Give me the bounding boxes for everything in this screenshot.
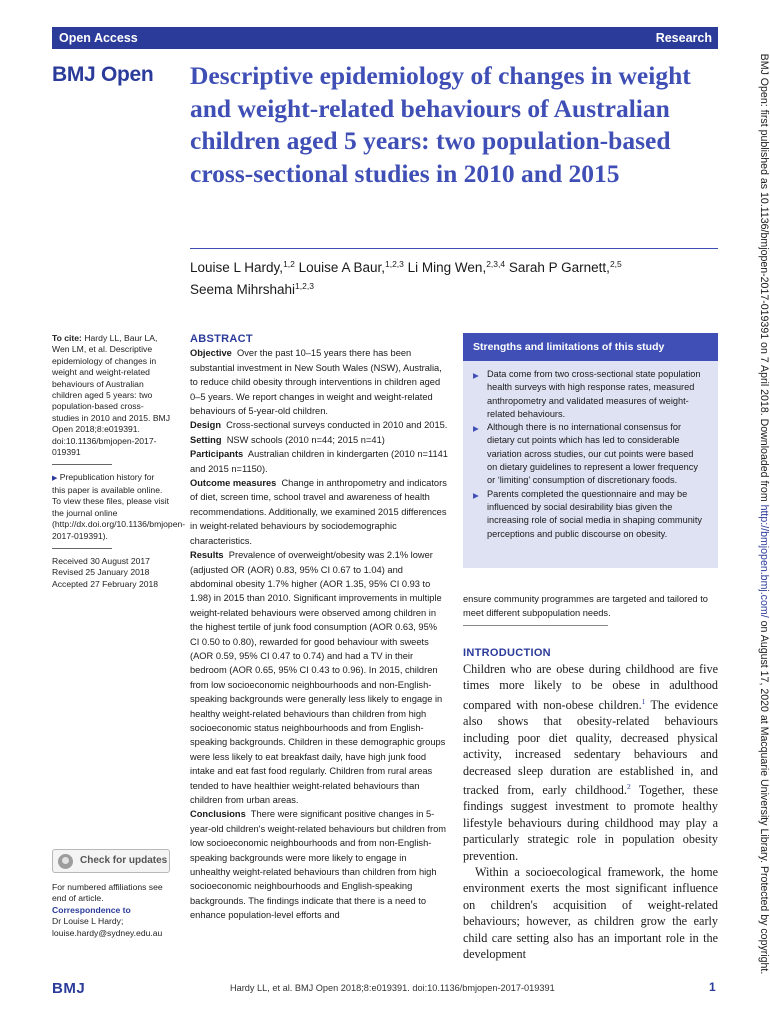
sidebar-divider	[52, 548, 112, 549]
reference-link[interactable]: 2	[626, 781, 631, 791]
check-for-updates-button[interactable]	[52, 849, 170, 873]
correspondence-email[interactable]: louise.hardy@sydney.edu.au	[52, 927, 163, 938]
cite-text: Hardy LL, Baur LA, Wen LM, et al. Descriptive epidemiology of changes in weight and weight-related behaviours of Australian children aged 5 years: two population-based cross-studies in 2010 and 2015. BMJ Open 2018;8:e019391. doi:10.1136/bmjopen-2017-019391	[52, 333, 171, 458]
strengths-limitations-box	[463, 333, 718, 568]
affiliations-note: For numbered affiliations see end of article.	[52, 882, 163, 904]
section-label: Research	[655, 31, 712, 45]
title-divider	[190, 248, 718, 249]
download-link[interactable]: http://bmjopen.bmj.com/	[758, 504, 770, 618]
intro-text: Children who are obese during childhood are five times more likely to be obese in adulthood compared with non-obese children.	[463, 662, 718, 712]
abstract-heading: ABSTRACT	[190, 333, 253, 345]
article-title: Descriptive epidemiology of changes in weight and weight-related behaviours of Australian children aged 5 years: two population-based cross-sectional studies in 2010 and 2015	[190, 61, 691, 188]
side-notice	[748, 24, 770, 1004]
check-for-updates-label: Check for updates	[80, 855, 168, 866]
cite-label: To cite:	[52, 333, 82, 343]
open-access-label: Open Access	[59, 31, 138, 45]
list-item: ▶ Parents completed the questionnaire and may be influenced by social desirability bias given the increasing role of social media in shaping community perceptions and public discourse on obesity.	[473, 488, 704, 541]
outcome-label: Outcome measures	[190, 478, 277, 489]
correspondence-heading: Correspondence to	[52, 904, 131, 915]
list-item: ▶ Data come from two cross-sectional state population health surveys with high response rates, measured anthropometry and validated measures of weight-related behaviours.	[473, 368, 704, 421]
author-affiliation: 2,3,4	[486, 259, 506, 269]
prepub-block	[52, 472, 186, 541]
author-affiliation: 2,5	[609, 259, 622, 269]
intro-text: Together, these findings suggest investment to promote healthy lifestyle behaviours during childhood may play a particularly strategic role in population obesity prevention.	[463, 782, 718, 863]
sidebar-divider	[52, 464, 112, 465]
citation-block	[52, 333, 170, 458]
author-affiliation: 1,2	[283, 259, 295, 269]
participants-text: Australian children in kindergarten (2010 n=1141 and 2015 n=1150).	[190, 449, 448, 474]
author-name: Sarah P Garnett,	[508, 260, 610, 275]
footer-citation: Hardy LL, et al. BMJ Open 2018;8:e019391. doi:10.1136/bmjopen-2017-019391	[230, 983, 555, 993]
correspondence-block	[52, 882, 170, 939]
abstract-participants	[190, 447, 448, 476]
intro-paragraph: Within a socioecological framework, the home environment exerts the most significant influence on children's acquisition of weight-related behaviours; however, as children grow the early child care setting also has an important role in the development	[463, 865, 718, 962]
author-affiliation: 1,2,3	[384, 259, 404, 269]
author-name: Seema Mihrshahi	[190, 282, 296, 297]
conclusions-label: Conclusions	[190, 809, 246, 820]
revised-date: Revised 25 January 2018	[52, 567, 150, 578]
author-list	[190, 255, 718, 299]
outcome-text: Change in anthropometry and indicators of diet, screen time, school travel and awareness of health recommendations. Additionally, we examined 2015 differences in weight-related behaviours by sociodemographic characteristics.	[190, 478, 447, 546]
footer-bmj-logo: BMJ	[52, 980, 86, 997]
author-name: Louise A Baur,	[298, 260, 385, 275]
results-text: Prevalence of overweight/obesity was 2.1% lower (adjusted OR (AOR) 0.83, 95% CI 0.67 to 1.04) and abdominal obesity 1.7% higher (AOR 1.35, 95% CI 0.93 to 1.98) in 2015 than 2010. Significant improvements in multiple weight-related behaviours were observed among children in the highest tertile of junk food consumption (AOR 0.63, 95% CI 0.50 to 0.80), rewarded for good behaviour with sweets (AOR 0.59, 95% CI 0.47 to 0.74) and had a TV in their bedroom (AOR 0.65, 95% CI 0.43 to 0.96). In 2015, children from low socioeconomic neighbourhoods and non-English-speaking backgrounds were generally less likely to engage in healthy weight-related behaviours than children from high socioeconomic status neighbourhoods and from English-speaking backgrounds. Children in these demographic groups were less likely to eat breakfast daily, have high junk food intake and eat fast food regularly. Children from rural areas tended to have healthier weight-related behaviours than children from urban areas.	[190, 550, 446, 805]
objective-text: Over the past 10–15 years there has been substantial investment in New South Wales (NSW), Australia, to reduce child obesity through interventions in children aged 0–5 years. We report changes in weight and weight-related behaviours of 5-year-old children.	[190, 348, 442, 417]
author-affiliation: 1,2,3	[295, 281, 314, 291]
abstract-conclusions	[190, 807, 448, 922]
strengths-heading: Strengths and limitations of this study	[463, 333, 718, 361]
accepted-date: Accepted 27 February 2018	[52, 578, 159, 589]
setting-text: NSW schools (2010 n=44; 2015 n=41)	[226, 434, 385, 445]
abstract-results	[190, 548, 448, 807]
introduction-heading: INTRODUCTION	[463, 647, 551, 659]
strengths-list	[463, 361, 718, 541]
journal-logo: BMJ Open	[52, 63, 154, 86]
conclusions-text: There were significant positive changes in 5-year-old children's weight-related behaviours but children from low socioeconomic neighbourhoods and from non-English-speaking backgrounds were more likely to engage in unhealthy weight-related behaviours than children from high socioeconomic neighbourhoods and English-speaking backgrounds. The findings indicate that there is a need to enhance population-level efforts and	[190, 809, 447, 921]
top-banner	[52, 27, 718, 49]
reference-link[interactable]: 1	[641, 696, 646, 706]
abstract-continued: ensure community programmes are targeted and tailored to meet different subpopulation needs.	[463, 594, 708, 618]
intro-paragraph	[463, 661, 718, 864]
side-notice-part: BMJ Open: first published as 10.1136/bmjopen-2017-019391 on 7 April 2018. Downloaded from	[758, 53, 770, 505]
triangle-bullet-icon: ▶	[52, 475, 58, 483]
design-text: Cross-sectional surveys conducted in 2010 and 2015.	[226, 420, 448, 431]
author-name: Louise L Hardy,	[190, 260, 284, 275]
side-notice-text	[758, 24, 770, 1004]
author-name: Li Ming Wen,	[407, 260, 487, 275]
received-date: Received 30 August 2017	[52, 555, 150, 566]
setting-label: Setting	[190, 434, 222, 445]
abstract-outcome	[190, 476, 448, 548]
abstract-objective	[190, 346, 448, 418]
design-label: Design	[190, 420, 221, 431]
objective-label: Objective	[190, 348, 232, 359]
article-sidebar	[52, 333, 186, 590]
intro-text: The evidence also shows that obesity-related behaviours including poor diet quality, decreased physical activity, increased sedentary behaviours and decreased sleep duration are established in, and tracked from, early childhood.	[463, 697, 718, 797]
side-notice-part: on August 17, 2020 at Macquarie University Library. Protected by copyright.	[758, 617, 770, 975]
column-divider	[463, 625, 608, 626]
participants-label: Participants	[190, 449, 244, 460]
abstract	[190, 332, 448, 923]
crossmark-icon	[58, 854, 73, 869]
introduction-body	[463, 661, 718, 962]
list-item: ▶ Although there is no international consensus for dietary cut points which has led to considerable variation across studies, our cut points were based on dietary guidelines to represent a lower frequency or ‘limiting’ consumption of discretionary foods.	[473, 421, 704, 487]
page-number: 1	[709, 980, 716, 994]
results-label: Results	[190, 550, 224, 561]
abstract-design	[190, 418, 448, 432]
abstract-setting	[190, 433, 448, 447]
prepub-text[interactable]: Prepublication history for this paper is available online. To view these files, please visit the journal online (http://dx.doi.org/10.1136/bmjopen-2017-019391).	[52, 472, 186, 541]
correspondence-name: Dr Louise L Hardy;	[52, 916, 124, 927]
